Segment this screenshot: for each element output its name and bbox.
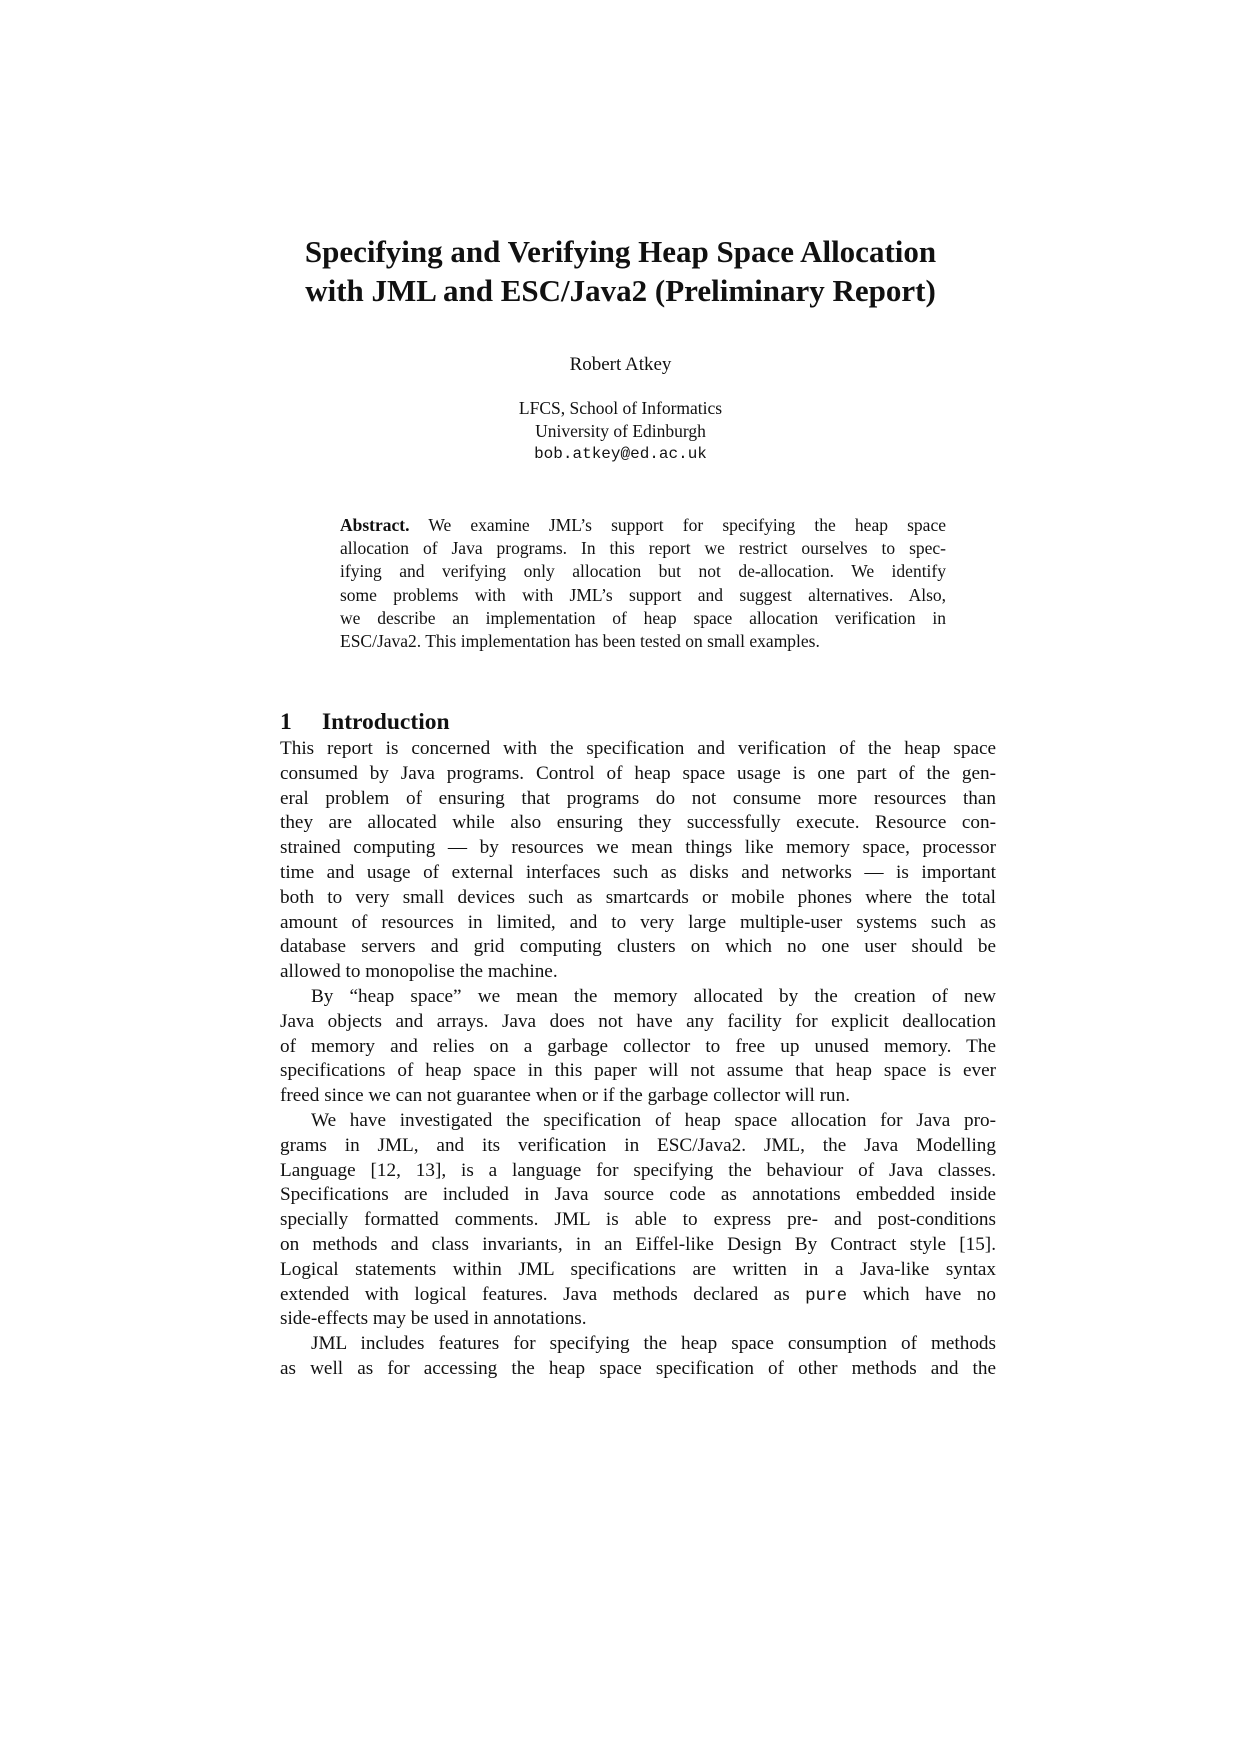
body-line: database servers and grid computing clusters on which no one user should be xyxy=(280,936,996,958)
body-line: strained computing — by resources we mean things like memory space, processor xyxy=(280,837,996,859)
body-text-segment: which have no xyxy=(847,1283,996,1305)
body-text-segment: extended with logical features. Java methods declared as xyxy=(280,1283,806,1305)
body-line: they are allocated while also ensuring they successfully execute. Resource con- xyxy=(280,812,996,834)
body-line: amount of resources in limited, and to very large multiple-user systems such as xyxy=(280,911,996,933)
abstract-text: We examine JML’s support for specifying the heap space xyxy=(428,515,946,535)
affiliation-line: LFCS, School of Informatics xyxy=(518,398,723,418)
body-line: both to very small devices such as smartcards or mobile phones where the total xyxy=(280,886,996,908)
body-line: on methods and class invariants, in an Eiffel-like Design By Contract style [15]. xyxy=(280,1233,996,1255)
body-line: specially formatted comments. JML is able to express pre- and post-conditions xyxy=(280,1209,996,1231)
body-line: Language [12, 13], is a language for specifying the behaviour of Java classes. xyxy=(280,1159,996,1181)
body-line: consumed by Java programs. Control of heap space usage is one part of the gen- xyxy=(280,762,996,784)
body-line: JML includes features for specifying the heap space consumption of methods xyxy=(311,1333,996,1355)
body-line: By “heap space” we mean the memory allocated by the creation of new xyxy=(311,985,996,1007)
body-line: of memory and relies on a garbage collector to free up unused memory. The xyxy=(280,1035,996,1057)
abstract-line xyxy=(340,514,946,537)
body-line: Specifications are included in Java source code as annotations embedded inside xyxy=(280,1184,996,1206)
body-line: Java objects and arrays. Java does not have any facility for explicit deallocation xyxy=(280,1010,996,1032)
body-line: freed since we can not guarantee when or if the garbage collector will run. xyxy=(280,1085,851,1107)
body-line: allowed to monopolise the machine. xyxy=(280,961,558,983)
abstract xyxy=(340,514,946,653)
section-title: Introduction xyxy=(322,708,450,735)
author-email: bob.atkey@ed.ac.uk xyxy=(534,445,707,463)
title-line: with JML and ESC/Java2 (Preliminary Report) xyxy=(305,273,936,308)
abstract-label: Abstract. xyxy=(340,515,410,535)
body-line: We have investigated the specification of heap space allocation for Java pro- xyxy=(311,1109,996,1131)
section-heading xyxy=(280,707,450,737)
body-line: specifications of heap space in this paper will not assume that heap space is ever xyxy=(280,1060,996,1082)
abstract-line: we describe an implementation of heap space allocation verification in xyxy=(340,607,946,628)
abstract-line: some problems with with JML’s support and suggest alternatives. Also, xyxy=(340,584,946,605)
section-number: 1 xyxy=(280,708,292,735)
body-line: eral problem of ensuring that programs do not consume more resources than xyxy=(280,787,996,809)
body-line: grams in JML, and its verification in ESC/Java2. JML, the Java Modelling xyxy=(280,1134,996,1156)
affiliation-line: University of Edinburgh xyxy=(535,421,706,441)
abstract-line: ifying and verifying only allocation but not de-allocation. We identify xyxy=(340,561,946,582)
body-line: Logical statements within JML specifications are written in a Java-like syntax xyxy=(280,1258,996,1280)
body-line: This report is concerned with the specification and verification of the heap space xyxy=(280,738,996,759)
introduction-body xyxy=(280,737,996,1382)
abstract-line: ESC/Java2. This implementation has been tested on small examples. xyxy=(340,630,820,651)
body-line xyxy=(280,1283,996,1308)
author-name: Robert Atkey xyxy=(569,354,672,375)
body-line: time and usage of external interfaces such as disks and networks — is important xyxy=(280,861,996,883)
title-line: Specifying and Verifying Heap Space Allocation xyxy=(304,234,937,269)
body-line: side-effects may be used in annotations. xyxy=(280,1308,587,1330)
abstract-line: allocation of Java programs. In this report we restrict ourselves to spec- xyxy=(340,538,946,559)
paper-title xyxy=(250,232,991,310)
body-line: as well as for accessing the heap space specification of other methods and the xyxy=(280,1357,996,1379)
author-affiliation xyxy=(250,397,991,466)
inline-code: pure xyxy=(805,1285,848,1306)
